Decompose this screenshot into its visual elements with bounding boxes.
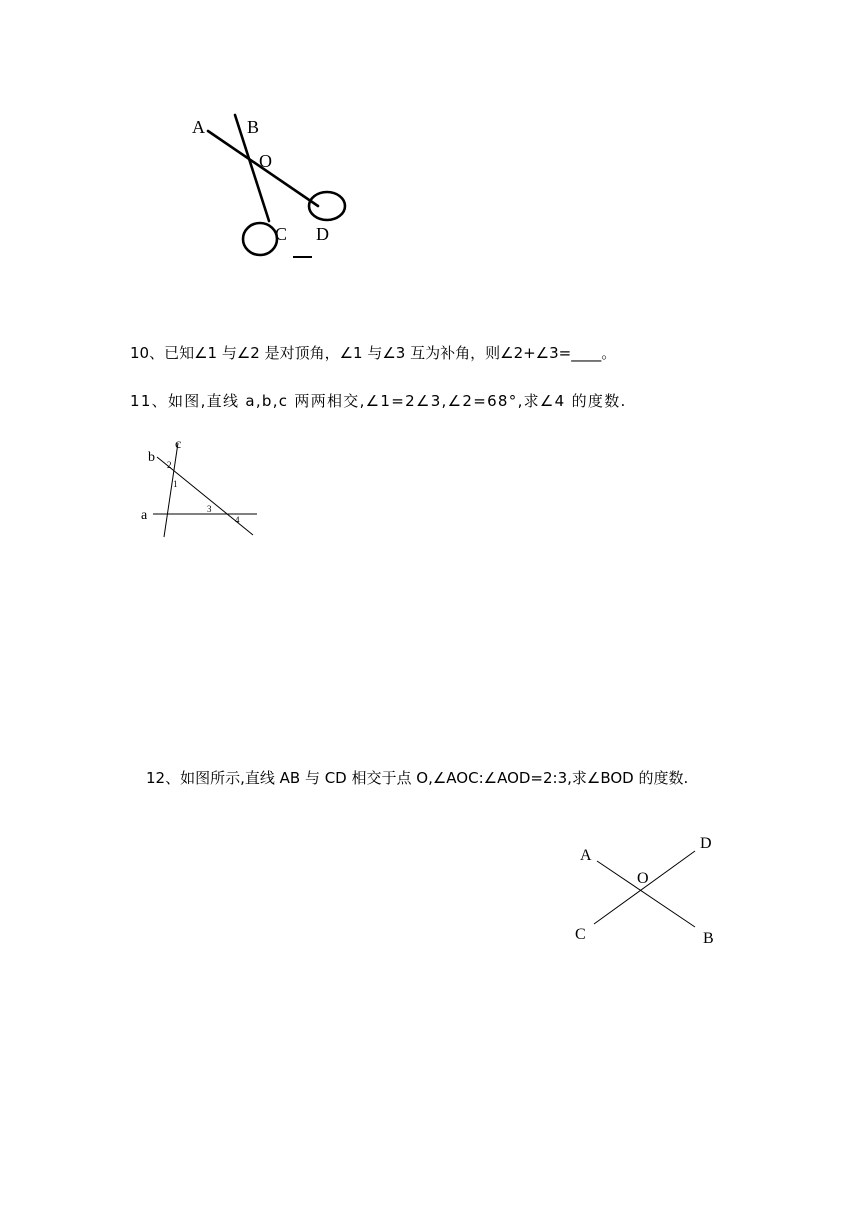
figure-11-three-lines [135,435,265,545]
angle-label-2: 2 [167,460,172,470]
scissors-handle-c [243,223,277,255]
scissors-label-a: A [192,117,205,137]
question-10: 10、已知∠1 与∠2 是对顶角，∠1 与∠3 互为补角，则∠2+∠3=____。 [130,344,617,362]
scissors-label-o: O [259,151,272,171]
line-c [164,443,178,537]
angle-label-1: 1 [173,479,178,489]
scissors-figure [150,105,370,265]
line-label-b: b [148,450,155,465]
line-cd [594,851,695,924]
point-label-c: C [575,926,586,943]
question-12: 12、如图所示,直线 AB 与 CD 相交于点 O,∠AOC:∠AOD=2:3,求∠BOD 的度数. [146,769,689,787]
line-label-a: a [141,508,148,523]
point-label-d: D [700,835,712,852]
angle-label-3: 3 [207,504,212,514]
line-label-c: c [175,437,182,452]
scissors-label-b: B [247,117,260,137]
point-label-o: O [637,870,649,887]
point-label-b: B [703,930,714,947]
scissors-handle-d [309,192,345,220]
question-11: 11、如图,直线 a,b,c 两两相交,∠1=2∠3,∠2=68°,求∠4 的度数. [130,392,627,410]
scissors-label-d: D [316,224,329,244]
angle-label-4: 4 [235,515,240,525]
point-label-a: A [580,847,592,864]
figure-12-intersecting-lines [565,825,725,955]
scissors-label-c: C [275,224,288,244]
